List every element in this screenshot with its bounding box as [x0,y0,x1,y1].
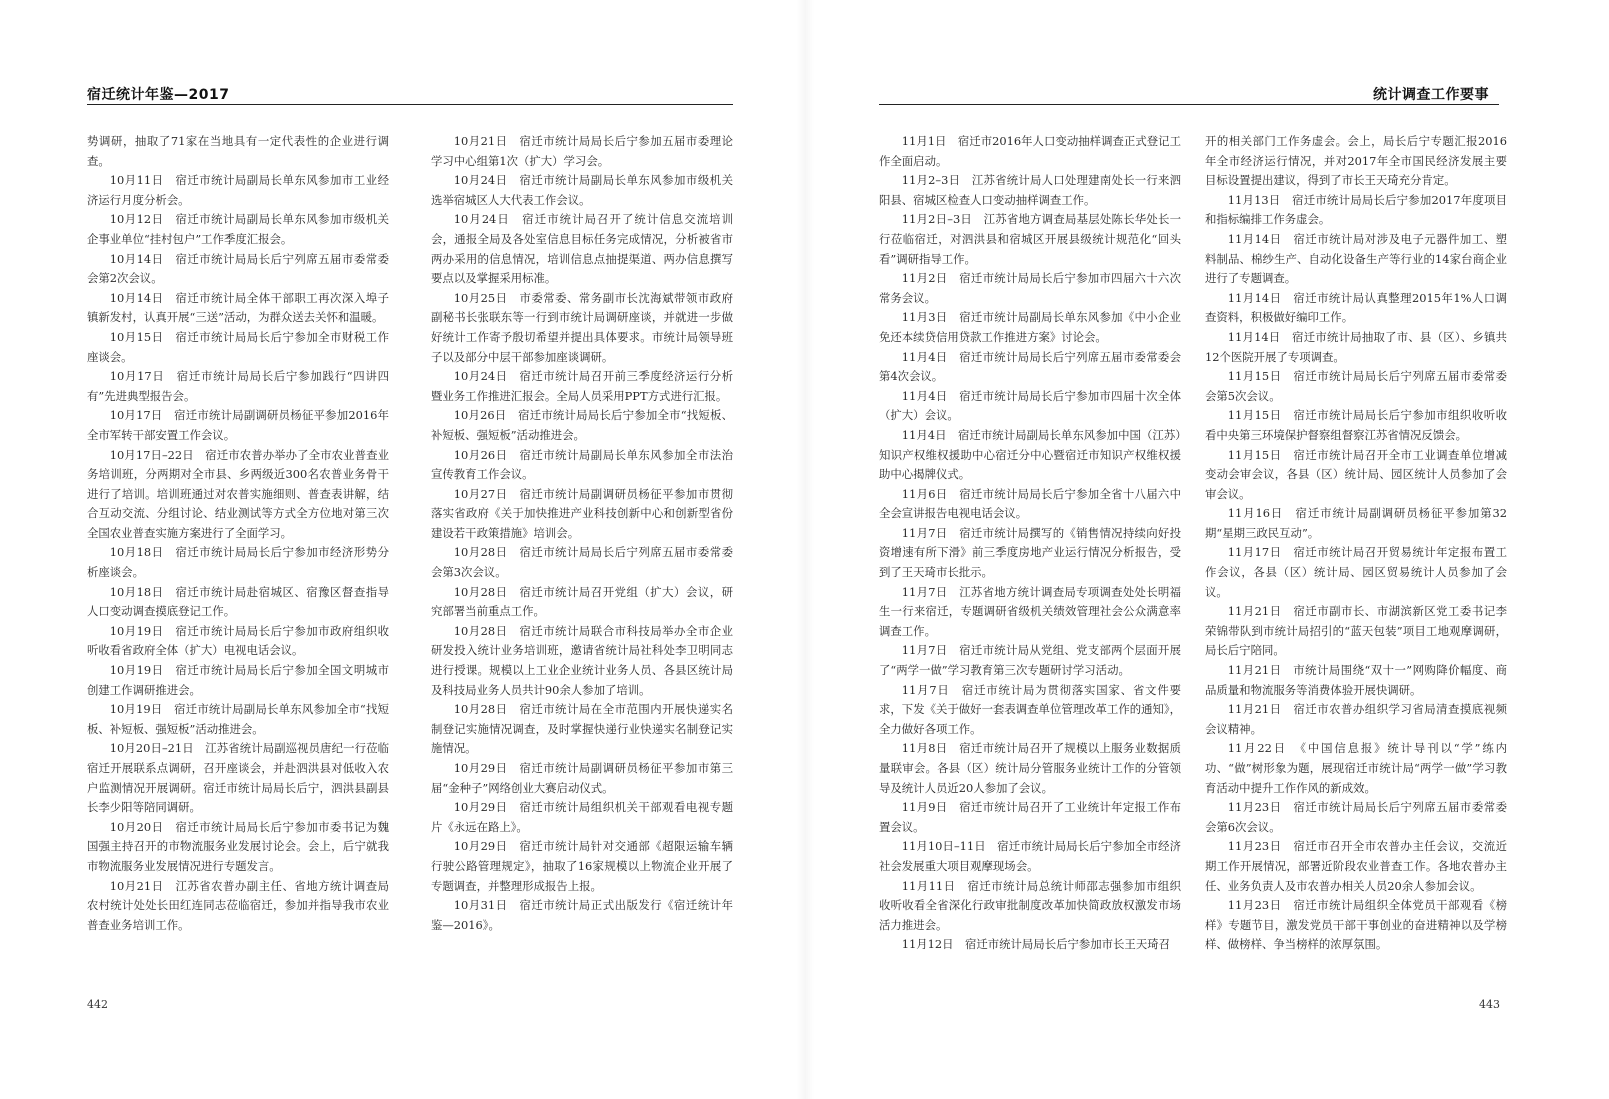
chronicle-entry: 10月20日 宿迁市统计局局长后宁参加市委书记为魏国强主持召开的市物流服务业发展讨论会。会上，后宁就我市物流服务业发展情况进行专题发言。 [87,819,389,873]
chronicle-entry: 10月29日 宿迁市统计局组织机关干部观看电视专题片《永远在路上》。 [431,800,733,834]
chronicle-entry: 11月17日 宿迁市统计局召开贸易统计年定报布置工作会议，各县（区）统计局、园区贸易统计人员参加了会议。 [1205,545,1507,599]
chronicle-entry: 11月2日 宿迁市统计局局长后宁参加市四届六十六次常务会议。 [879,271,1181,305]
chronicle-entry: 10月27日 宿迁市统计局副调研员杨征平参加市贯彻落实省政府《关于加快推进产业科技创新中心和创新型省份建设若干政策措施》培训会。 [431,486,733,540]
chronicle-entry: 11月23日 宿迁市统计局组织全体党员干部观看《榜样》专题节目，激发党员干部干事创业的奋进精神以及学榜样、做榜样、争当榜样的浓厚氛围。 [1205,898,1507,952]
chronicle-entry: 10月14日 宿迁市统计局全体干部职工再次深入埠子镇新发村，认真开展“三送”活动，为群众送去关怀和温暖。 [87,290,389,325]
chronicle-entry: 11月16日 宿迁市统计局副调研员杨征平参加第32期“星期三政民互动”。 [1205,506,1507,540]
chronicle-entry: 11月13日 宿迁市统计局局长后宁参加2017年度项目和指标编排工作务虚会。 [1205,192,1507,227]
chronicle-entry: 11月4日 宿迁市统计局局长后宁参加市四届十次全体（扩大）会议。 [879,388,1181,423]
right-page-column-1 [879,132,1181,972]
chronicle-entry: 11月15日 宿迁市统计局局长后宁列席五届市委常委会第5次会议。 [1205,369,1507,403]
chronicle-entry: 11月12日 宿迁市统计局局长后宁参加市长王天琦召 [901,937,1170,952]
left-page [0,0,800,1099]
chronicle-entry: 10月18日 宿迁市统计局赴宿城区、宿豫区督查指导人口变动调查摸底登记工作。 [87,584,389,619]
chronicle-entry: 11月11日 宿迁市统计局总统计师邵志强参加市组织收听收看全省深化行政审批制度改革加快简政放权激发市场活力推进会。 [879,878,1181,932]
chronicle-entry: 10月28日 宿迁市统计局在全市范围内开展快递实名制登记实施情况调查，及时掌握快递行业快递实名制登记实施情况。 [431,702,733,756]
chronicle-entry: 11月14日 宿迁市统计局抽取了市、县（区）、乡镇共12个医院开展了专项调查。 [1205,329,1507,364]
chronicle-entry: 10月31日 宿迁市统计局正式出版发行《宿迁统计年鉴—2016》。 [431,898,733,932]
chronicle-entry: 11月14日 宿迁市统计局认真整理2015年1%人口调查资料，积极做好编印工作。 [1205,290,1507,325]
running-header-right: 统计调查工作要事 [1373,87,1489,103]
chronicle-entry: 10月17日 宿迁市统计局局长后宁参加践行“四讲四有”先进典型报告会。 [87,369,389,403]
chronicle-entry: 11月15日 宿迁市统计局局长后宁参加市组织收听收看中央第三环境保护督察组督察江苏省情况反馈会。 [1205,408,1507,442]
page-number-left: 442 [87,998,108,1011]
chronicle-entry: 11月2日–3日 江苏省地方调查局基层处陈长华处长一行莅临宿迁，对泗洪县和宿城区开展县级统计规范化“回头看”调研指导工作。 [879,212,1181,266]
chronicle-entry: 11月23日 宿迁市统计局局长后宁列席五届市委常委会第6次会议。 [1205,800,1507,834]
chronicle-entry: 10月26日 宿迁市统计局副局长单东风参加全市法治宣传教育工作会议。 [431,447,733,482]
chronicle-entry: 10月19日 宿迁市统计局局长后宁参加全国文明城市创建工作调研推进会。 [87,663,389,697]
chronicle-entry: 11月14日 宿迁市统计局对涉及电子元器件加工、塑料制品、棉纱生产、自动化设备生产等行业的14家台商企业进行了专题调查。 [1205,231,1507,286]
chronicle-entry: 10月17日 宿迁市统计局副调研员杨征平参加2016年全市军转干部安置工作会议。 [87,408,389,442]
chronicle-entry: 10月21日 江苏省农普办副主任、省地方统计调查局农村统计处处长田红连同志莅临宿迁，参加并指导我市农业普查业务培训工作。 [87,878,389,932]
chronicle-entry: 10月24日 宿迁市统计局召开前三季度经济运行分析暨业务工作推进汇报会。全局人员采用PPT方式进行汇报。 [431,369,733,403]
right-page-column-2 [1205,132,1507,972]
header-rule-right [879,104,1499,105]
chronicle-entry: 11月10日–11日 宿迁市统计局局长后宁参加全市经济社会发展重大项目观摩现场会。 [879,839,1181,873]
chronicle-entry: 11月23日 宿迁市召开全市农普办主任会议，交流近期工作开展情况，部署近阶段农业普查工作。各地农普办主任、业务负责人及市农普办相关人员20余人参加会议。 [1205,839,1507,893]
chronicle-entry: 势调研，抽取了71家在当地具有一定代表性的企业进行调查。 [87,134,389,168]
chronicle-entry: 10月29日 宿迁市统计局副调研员杨征平参加市第三届“金种子”网络创业大赛启动仪式。 [431,761,733,795]
header-rule-left [87,104,733,105]
right-page [809,0,1609,1099]
chronicle-entry: 11月2–3日 江苏省统计局人口处理建南处长一行来泗阳县、宿城区检查人口变动抽样调查工作。 [879,173,1181,207]
chronicle-entry: 11月3日 宿迁市统计局副局长单东风参加《中小企业免还本续贷信用贷款工作推进方案》讨论会。 [879,310,1181,344]
chronicle-entry: 10月28日 宿迁市统计局召开党组（扩大）会议，研究部署当前重点工作。 [431,584,733,619]
left-page-column-1 [87,132,389,972]
chronicle-entry: 11月15日 宿迁市统计局召开全市工业调查单位增减变动会审会议，各县（区）统计局、园区统计人员参加了会审会议。 [1205,447,1507,501]
chronicle-entry: 11月21日 市统计局围绕“双十一”网购降价幅度、商品质量和物流服务等消费体验开展快调研。 [1205,663,1507,697]
chronicle-entry: 11月1日 宿迁市2016年人口变动抽样调查正式登记工作全面启动。 [879,134,1181,168]
running-header-left: 宿迁统计年鉴—2017 [87,87,230,103]
chronicle-entry: 10月19日 宿迁市统计局局长后宁参加市政府组织收听收看省政府全体（扩大）电视电话会议。 [87,623,389,658]
chronicle-entry: 11月6日 宿迁市统计局局长后宁参加全省十八届六中全会宣讲报告电视电话会议。 [879,486,1181,521]
chronicle-entry: 10月24日 宿迁市统计局召开了统计信息交流培训会，通报全局及各处室信息目标任务完成情况，分析被省市两办采用的信息情况，培训信息点抽提渠道、两办信息撰写要点以及掌握采用标准。 [431,212,733,286]
chronicle-entry: 11月9日 宿迁市统计局召开了工业统计年定报工作布置会议。 [879,800,1181,834]
chronicle-entry: 11月8日 宿迁市统计局召开了规模以上服务业数据质量联审会。各县（区）统计局分管服务业统计工作的分管领导及统计人员近20人参加了会议。 [879,741,1181,795]
chronicle-entry: 11月7日 宿迁市统计局为贯彻落实国家、省文件要求，下发《关于做好一套表调查单位管理改革工作的通知》，全力做好各项工作。 [879,682,1181,736]
chronicle-entry: 10月20日–21日 江苏省统计局副巡视员唐纪一行莅临宿迁开展联系点调研，召开座谈会，并赴泗洪县对低收入农户监测情况开展调研。宿迁市统计局局长后宁，泗洪县副县长李少阳等陪同调研。 [87,741,389,815]
chronicle-entry: 10月15日 宿迁市统计局局长后宁参加全市财税工作座谈会。 [87,329,389,364]
chronicle-entry: 10月17日–22日 宿迁市农普办举办了全市农业普查业务培训班，分两期对全市县、乡两级近300名农普业务骨干进行了培训。培训班通过对农普实施细则、普查表讲解，结合互动交流、分组讨论、结业测试等方式全方位地对第三次全国农业普查实施方案进行了全面学习。 [87,447,389,540]
chronicle-entry: 11月4日 宿迁市统计局局长后宁列席五届市委常委会第4次会议。 [879,349,1181,384]
chronicle-entry: 11月22日 《中国信息报》统计导刊以“学”练内功、“做”树形象为题，展现宿迁市统计局“两学一做”学习教育活动中提升工作作风的新成效。 [1205,741,1507,795]
chronicle-entry: 10月14日 宿迁市统计局局长后宁列席五届市委常委会第2次会议。 [87,251,389,286]
chronicle-entry: 10月18日 宿迁市统计局局长后宁参加市经济形势分析座谈会。 [87,545,389,580]
chronicle-entry: 10月28日 宿迁市统计局联合市科技局举办全市企业研发投入统计业务培训班，邀请省统计局社科处李卫明同志进行授课。规模以上工业企业统计业务人员、各县区统计局及科技局业务人员共计90余人参加了培训。 [431,623,733,697]
chronicle-entry: 10月21日 宿迁市统计局局长后宁参加五届市委理论学习中心组第1次（扩大）学习会。 [431,134,733,168]
chronicle-entry: 10月19日 宿迁市统计局副局长单东风参加全市“找短板、补短板、强短板”活动推进会。 [87,702,389,736]
left-page-column-2 [431,132,733,972]
chronicle-entry: 11月7日 宿迁市统计局撰写的《销售情况持续向好投资增速有所下滑》前三季度房地产业运行情况分析报告，受到了王天琦市长批示。 [879,525,1181,580]
chronicle-entry: 11月21日 宿迁市农普办组织学习省局清查摸底视频会议精神。 [1205,702,1507,736]
chronicle-entry: 11月21日 宿迁市副市长、市湖滨新区党工委书记李荣锦带队到市统计局招引的“蓝天包装”项目工地观摩调研，局长后宁陪同。 [1205,604,1507,658]
chronicle-entry: 10月24日 宿迁市统计局副局长单东风参加市级机关选举宿城区人大代表工作会议。 [431,173,733,207]
chronicle-entry: 开的相关部门工作务虚会。会上，局长后宁专题汇报2016年全市经济运行情况，并对2017年全市国民经济发展主要目标设置提出建议，得到了市长王天琦充分肯定。 [1205,134,1507,188]
chronicle-entry: 10月26日 宿迁市统计局局长后宁参加全市“找短板、补短板、强短板”活动推进会。 [431,408,733,442]
chronicle-entry: 10月25日 市委常委、常务副市长沈海斌带领市政府副秘书长张联东等一行到市统计局调研座谈，并就进一步做好统计工作寄予殷切希望并提出具体要求。市统计局领导班子以及部分中层干部参加座谈调研。 [431,290,733,364]
chronicle-entry: 11月7日 江苏省地方统计调查局专项调查处处长明福生一行来宿迁，专题调研省级机关绩效管理社会公众满意率调查工作。 [879,584,1181,638]
chronicle-entry: 10月29日 宿迁市统计局针对交通部《超限运输车辆行驶公路管理规定》，抽取了16家规模以上物流企业开展了专题调查，并整理形成报告上报。 [431,839,733,893]
chronicle-entry: 10月11日 宿迁市统计局副局长单东风参加市工业经济运行月度分析会。 [87,173,389,207]
page-number-right: 443 [1479,998,1500,1011]
chronicle-entry: 11月7日 宿迁市统计局从党组、党支部两个层面开展了“两学一做”学习教育第三次专题研讨学习活动。 [879,643,1181,678]
chronicle-entry: 11月4日 宿迁市统计局副局长单东风参加中国（江苏）知识产权维权援助中心宿迁分中心暨宿迁市知识产权维权援助中心揭牌仪式。 [879,427,1181,482]
chronicle-entry: 10月12日 宿迁市统计局副局长单东风参加市级机关企事业单位“挂村包户”工作季度汇报会。 [87,212,389,246]
chronicle-entry: 10月28日 宿迁市统计局局长后宁列席五届市委常委会第3次会议。 [431,545,733,580]
